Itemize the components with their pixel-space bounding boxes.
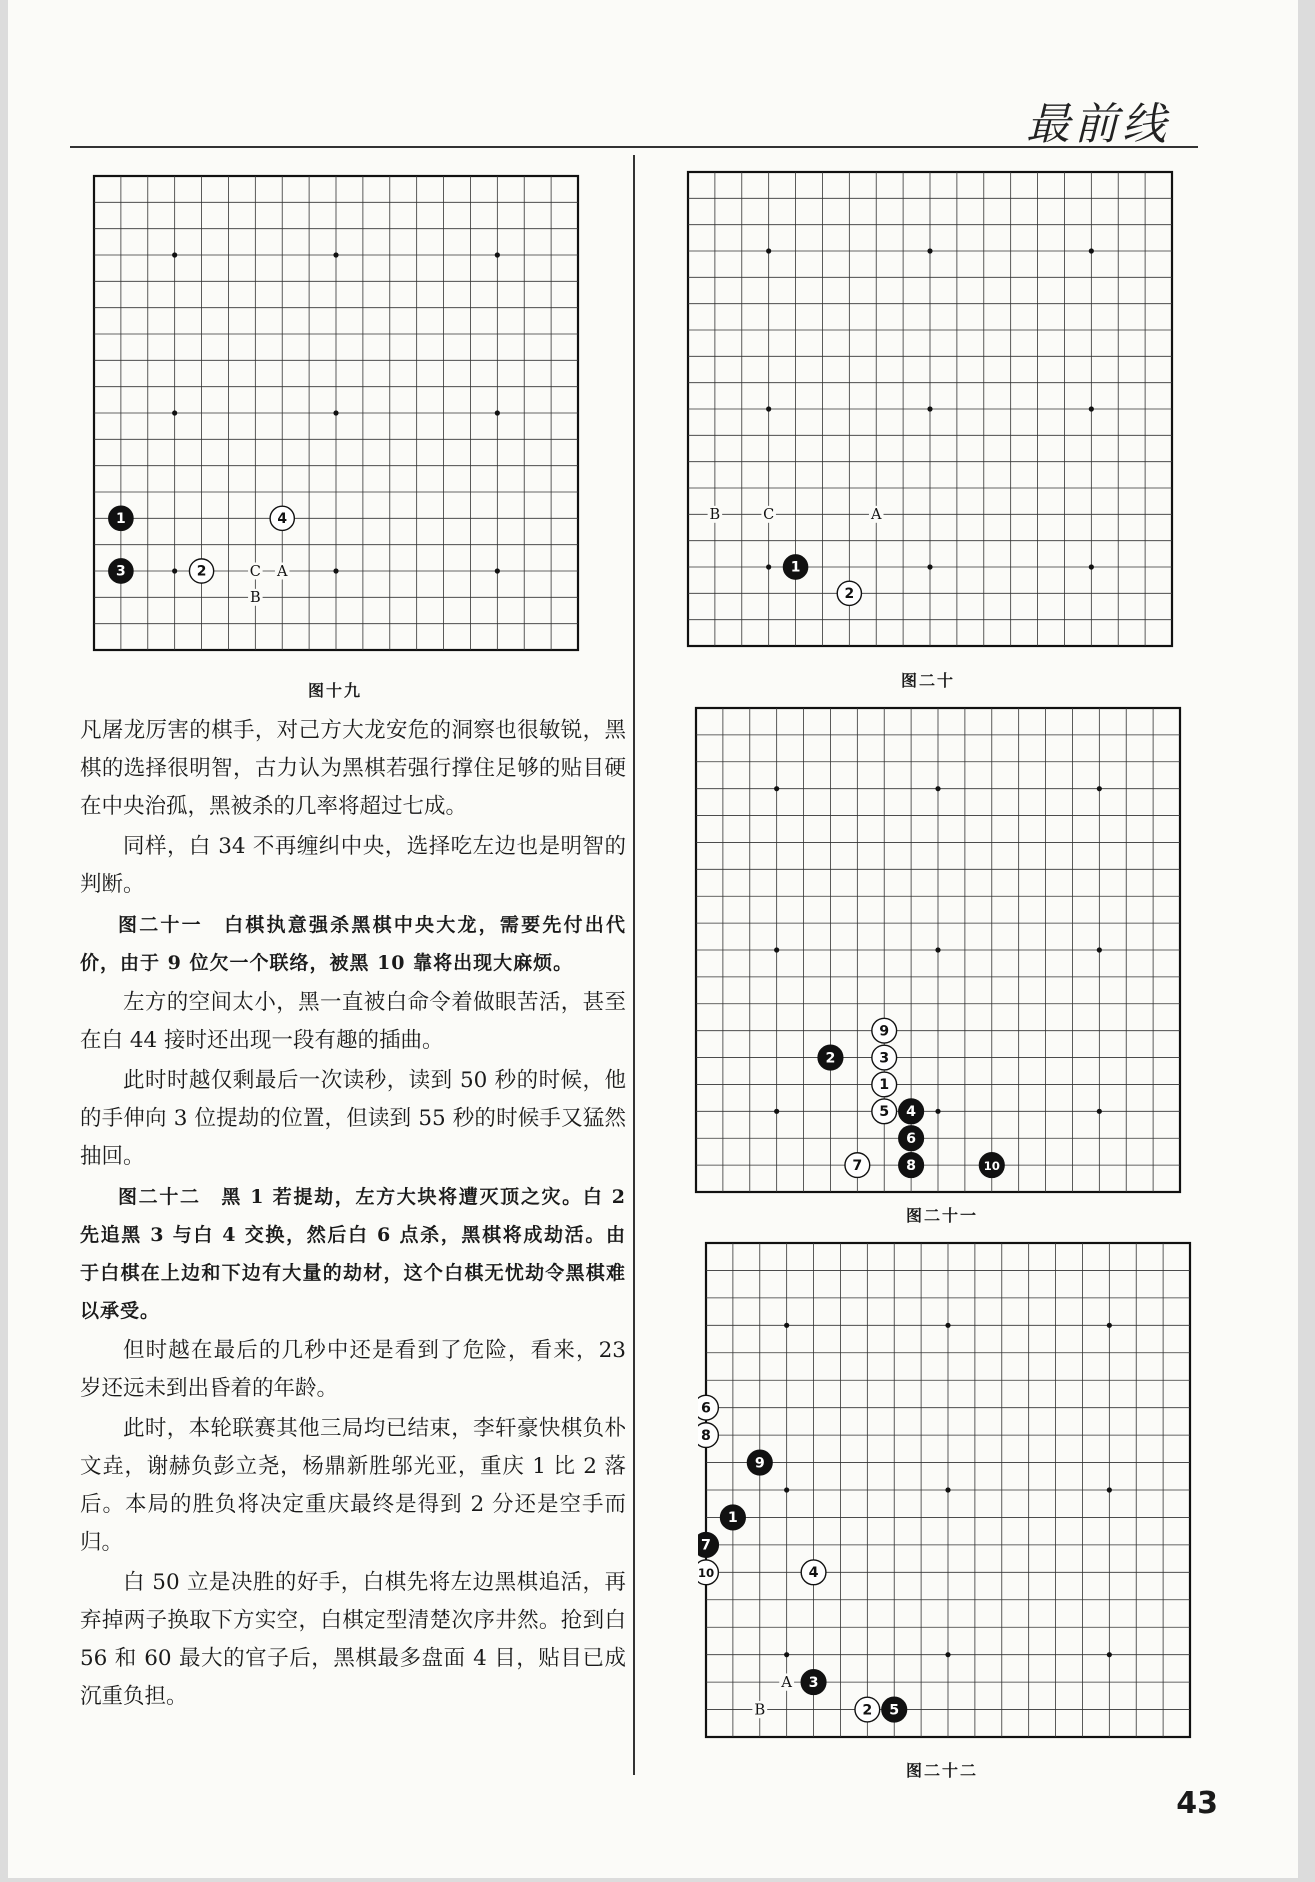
point-letter: C	[763, 507, 775, 524]
move-number: 6	[906, 1130, 917, 1147]
point-letter: A	[781, 1674, 793, 1692]
diagram-note: 图二十一 白棋执意强杀黑棋中央大龙，需要先付出代价，由于 9 位欠一个联络，被黑 10 靠将出现大麻烦。	[80, 914, 626, 974]
move-stone	[801, 1560, 826, 1585]
move-number: 10	[698, 1566, 715, 1581]
move-number: 1	[790, 559, 801, 576]
move-number: 6	[701, 1400, 711, 1417]
move-number: 2	[844, 585, 855, 602]
paragraph: 左方的空间太小，黑一直被白命令着做眼苦活，甚至在白 44 接时还出现一段有趣的插曲。	[80, 990, 626, 1053]
move-stone	[899, 1126, 924, 1151]
move-stone	[698, 1395, 718, 1420]
move-number: 8	[906, 1157, 917, 1174]
diagram-caption: 图二十二	[906, 1761, 979, 1780]
move-number: 2	[825, 1050, 836, 1067]
point-letter: B	[754, 1701, 766, 1719]
move-stone	[872, 1099, 897, 1124]
move-stone	[818, 1045, 843, 1070]
move-number: 9	[879, 1023, 890, 1040]
move-stone	[979, 1153, 1004, 1178]
paragraph: 同样，白 34 不再缠纠中央，选择吃左边也是明智的判断。	[80, 834, 626, 897]
move-number: 1	[879, 1077, 890, 1094]
move-number: 4	[906, 1104, 917, 1121]
go-diagram-21	[688, 700, 1188, 1200]
move-number: 9	[754, 1455, 765, 1472]
move-number: 2	[862, 1702, 873, 1719]
move-stone	[109, 559, 133, 583]
paragraph: 但时越在最后的几秒中还是看到了危险，看来，23 岁还远未到出昏着的年龄。	[80, 1338, 626, 1401]
move-stone	[899, 1153, 924, 1178]
move-number: 5	[889, 1702, 900, 1719]
move-number: 4	[277, 510, 288, 527]
diagram-caption: 图二十一	[906, 1206, 979, 1225]
move-stone	[747, 1450, 772, 1475]
move-stone	[855, 1697, 880, 1722]
move-stone	[872, 1072, 897, 1097]
move-stone	[721, 1505, 746, 1530]
move-stone	[270, 506, 294, 530]
go-board	[680, 164, 1180, 654]
page-number: 43	[1176, 1786, 1218, 1821]
paragraph: 此时时越仅剩最后一次读秒，读到 50 秒的时候，他的手伸向 3 位提劫的位置，但读到 55 秒的时候手又猛然抽回。	[80, 1068, 626, 1169]
move-number: 3	[116, 563, 126, 580]
move-number: 7	[701, 1537, 711, 1554]
diagram-caption: 图二十	[901, 671, 956, 690]
move-stone	[899, 1099, 924, 1124]
go-diagram-22	[698, 1235, 1198, 1745]
paragraph: 白 50 立是决胜的好手，白棋先将左边黑棋追活，再弃掉两子换取下方实空，白棋定型清楚次序井然。抢到白 56 和 60 最大的官子后，黑棋最多盘面 4 目，贴目已成沉重负担。	[80, 1570, 626, 1709]
point-letter: B	[249, 590, 261, 607]
point-letter: C	[249, 563, 261, 580]
move-stone	[845, 1153, 870, 1178]
move-stone	[783, 555, 807, 579]
move-number: 1	[116, 510, 126, 527]
move-stone	[801, 1670, 826, 1695]
body-text	[80, 712, 626, 1718]
move-number: 3	[879, 1050, 890, 1067]
move-stone	[872, 1018, 897, 1043]
move-number: 4	[808, 1565, 819, 1582]
header-rule	[70, 146, 1198, 148]
move-stone	[698, 1560, 718, 1585]
go-diagram-19	[86, 168, 586, 658]
move-number: 1	[727, 1510, 738, 1527]
move-number: 7	[852, 1157, 863, 1174]
move-stone	[189, 559, 213, 583]
move-stone	[698, 1533, 718, 1558]
go-board	[698, 1235, 1198, 1745]
book-page	[8, 0, 1298, 1878]
running-header-brand: 最前线	[1026, 99, 1170, 150]
move-stone	[872, 1045, 897, 1070]
paragraph: 凡屠龙厉害的棋手，对己方大龙安危的洞察也很敏锐，黑棋的选择很明智，古力认为黑棋若强行撑住足够的贴目硬在中央治孤，黑被杀的几率将超过七成。	[80, 718, 626, 819]
move-number: 2	[196, 563, 207, 580]
move-stone	[109, 506, 133, 530]
move-number: 10	[983, 1158, 1000, 1173]
go-diagram-20	[680, 164, 1180, 654]
move-stone	[882, 1697, 907, 1722]
diagram-caption: 图十九	[308, 681, 363, 700]
move-stone	[837, 581, 861, 605]
move-number: 8	[701, 1427, 711, 1444]
point-letter: B	[709, 507, 721, 524]
column-divider	[633, 155, 635, 1775]
move-number: 3	[808, 1674, 819, 1691]
go-board	[86, 168, 586, 658]
diagram-note: 图二十二 黑 1 若提劫，左方大块将遭灭顶之灾。白 2 先追黑 3 与白 4 交换，然后白 6 点杀，黑棋将成劫活。由于白棋在上边和下边有大量的劫材，这个白棋无忧劫令黑棋难以承受。	[80, 1186, 626, 1322]
paragraph: 此时，本轮联赛其他三局均已结束，李轩豪快棋负朴文垚，谢赫负彭立尧，杨鼎新胜邬光亚，重庆 1 比 2 落后。本局的胜负将决定重庆最终是得到 2 分还是空手而归。	[80, 1416, 626, 1555]
point-letter: A	[276, 563, 288, 580]
go-board	[688, 700, 1188, 1200]
point-letter: A	[870, 507, 882, 524]
move-stone	[698, 1423, 718, 1448]
move-number: 5	[879, 1104, 890, 1121]
